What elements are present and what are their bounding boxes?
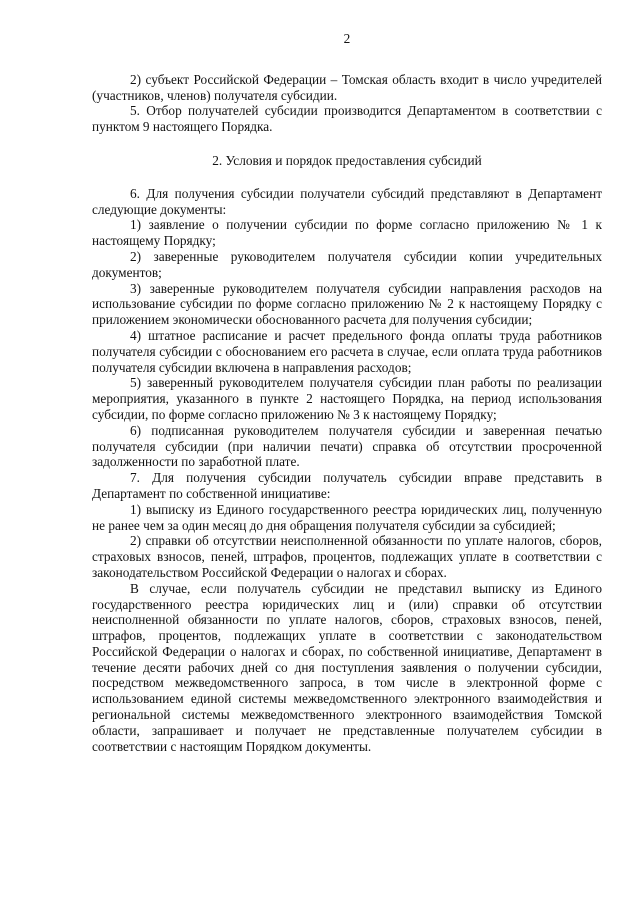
paragraph-doc-6: 6) подписанная руководителем получателя субсидии и заверенная печатью получателя субсидии (при наличии печати) справка об отсутствии просроченной задолженности по заработной плате.: [92, 422, 602, 470]
paragraph-item-2-founders: 2) субъект Российской Федерации – Томская область входит в число учредителей (участников, членов) получателя субсидии.: [92, 71, 602, 103]
paragraph-optional-2: 2) справки об отсутствии неисполненной обязанности по уплате налогов, сборов, страховых взносов, пеней, штрафов, процентов, подлежащих уплате в соответствии с законодательством Российской Федерации о налогах и сборах.: [92, 533, 602, 580]
paragraph-doc-4: 4) штатное расписание и расчет предельного фонда оплаты труда работников получателя субсидии с обоснованием его расчета в случае, если оплата труда работников получателя субсидии включена в направления расходов;: [92, 327, 602, 375]
paragraph-doc-2: 2) заверенные руководителем получателя субсидии копии учредительных документов;: [92, 248, 602, 280]
section-heading: 2. Условия и порядок предоставления субсидий: [212, 152, 482, 168]
paragraph-clause-7: 7. Для получения субсидии получатель субсидии вправе представить в Департамент по собственной инициативе:: [92, 470, 602, 501]
paragraph-optional-1: 1) выписку из Единого государственного реестра юридических лиц, полученную не ранее чем за один месяц до дня обращения получателя субсидии за субсидией;: [92, 501, 602, 533]
paragraph-doc-1: 1) заявление о получении субсидии по форме согласно приложению № 1 к настоящему Порядку;: [92, 217, 602, 249]
paragraph-doc-3: 3) заверенные руководителем получателя субсидии направления расходов на использование субсидии по форме согласно приложению № 2 к настоящему Порядку с приложением экономически обоснованного расчета для получения субсидии;: [92, 280, 602, 328]
paragraph-clause-6: 6. Для получения субсидии получатели субсидий представляют в Департамент следующие документы:: [92, 185, 602, 217]
page-number: 2: [343, 31, 351, 46]
paragraph-doc-5: 5) заверенный руководителем получателя субсидии план работы по реализации мероприятия, указанного в пункте 2 настоящего Порядка, на период использования субсидии, по форме согласно приложению № 3 к настоящему Порядку;: [92, 375, 602, 422]
paragraph-clause-5: 5. Отбор получателей субсидии производится Департаментом в соответствии с пунктом 9 настоящего Порядка.: [92, 103, 602, 135]
paragraph-interagency-request: В случае, если получатель субсидии не представил выписку из Единого государственного реестра юридических лиц и (или) справки об отсутствии неисполненной обязанности по уплате налогов, сборов, страховых взносов, пеней, штрафов, процентов, подлежащих уплате в соответствии с законодательством Российской Федерации о налогах и сборах, по собственной инициативе, Департамент в течение десяти рабочих дней со дня поступления заявления о получении субсидии, посредством межведомственного запроса, в том числе в электронной форме с использованием единой системы межведомственного электронного взаимодействия и региональной системы межведомственного электронного взаимодействия Томской области, запрашивает и получает не представленные получателем субсидии в соответствии с настоящим Порядком документы.: [92, 580, 602, 754]
